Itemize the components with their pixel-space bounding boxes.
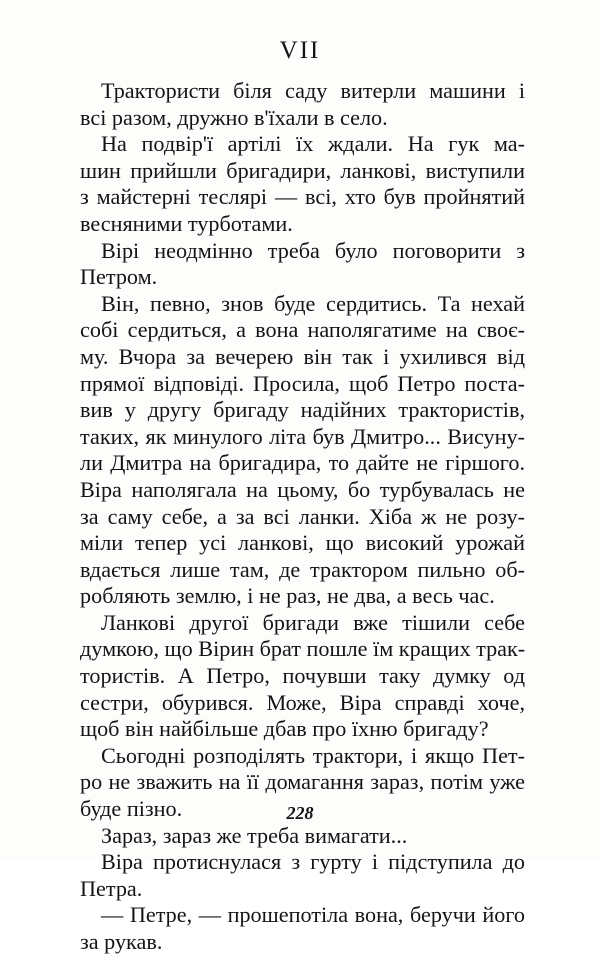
text-line: вив у другу бригаду надійних трактористів, xyxy=(80,397,525,423)
text-line: Трактористи біля саду витерли машини і xyxy=(101,78,525,103)
text-line: Петра. xyxy=(80,875,143,901)
text-line: Він, певно, знов буде сердитись. Та нехай xyxy=(101,290,525,316)
text-line: шин прийшли бригадири, ланкові, виступили xyxy=(80,157,525,183)
chapter-heading: VII xyxy=(279,37,321,64)
text-line: прямої відповіді. Просила, щоб Петро поста- xyxy=(80,370,525,396)
paragraph xyxy=(80,902,525,955)
text-line: буде пізно. xyxy=(80,796,183,822)
text-line: думкою, що Вірин брат пошле їм кращих трак- xyxy=(80,636,525,662)
paragraph xyxy=(80,849,525,902)
text-line: таких, як минулого літа був Дмитро... Висуну- xyxy=(80,423,525,449)
text-line: Сьогодні розподілять трактори, і якщо Пет- xyxy=(101,742,525,768)
paragraph xyxy=(80,610,525,743)
paragraph xyxy=(80,131,525,237)
text-line: ли Дмитра на бригадира, то дайте не гіршого. xyxy=(80,450,525,476)
text-line: Зараз, зараз же треба вимагати... xyxy=(101,822,408,848)
text-line: робляють землю, і не раз, не два, а весь час. xyxy=(80,583,495,609)
paragraph xyxy=(80,291,525,610)
paragraph xyxy=(80,78,525,131)
text-line: вдається лише там, де трактором пильно об- xyxy=(80,556,525,582)
text-line: з майстерні теслярі — всі, хто був пройнятий xyxy=(80,184,525,210)
text-line: тористів. А Петро, почувши таку думку од xyxy=(80,663,525,689)
text-line: Ланкові другої бригади вже тішили себе xyxy=(101,609,525,635)
text-line: Віра протиснулася з гурту і підступила до xyxy=(101,849,525,875)
page-number: 228 xyxy=(286,803,314,823)
text-line: На подвір'ї артілі їх ждали. На гук ма- xyxy=(101,131,525,157)
text-line: му. Вчора за вечерею він так і ухилився від xyxy=(80,343,525,369)
text-line: за саму себе, а за всі ланки. Хіба ж не розу- xyxy=(80,503,525,529)
text-line: за рукав. xyxy=(80,929,163,954)
text-line: щоб він найбільше дбав про їхню бригаду? xyxy=(80,716,489,742)
text-line: всі разом, дружно в'їхали в село. xyxy=(80,104,388,130)
paragraph xyxy=(80,823,525,850)
text-line: сестри, обурився. Може, Віра справді хоче, xyxy=(80,689,525,715)
text-line: Вірі неодмінно треба було поговорити з xyxy=(101,237,525,263)
text-line: Петром. xyxy=(80,264,158,290)
paragraph xyxy=(80,238,525,291)
text-line: собі сердиться, а вона наполягатиме на своє- xyxy=(80,317,525,343)
text-line: міли тепер усі ланкові, що високий урожай xyxy=(80,530,525,556)
text-line: Віра наполягала на цьому, бо турбувалась не xyxy=(80,476,525,502)
text-line: — Петре, — прошепотіла вона, беручи його xyxy=(101,902,525,928)
text-line: весняними турботами. xyxy=(80,210,293,236)
text-line: ро не зважить на її домагання зараз, потім уже xyxy=(80,769,525,795)
